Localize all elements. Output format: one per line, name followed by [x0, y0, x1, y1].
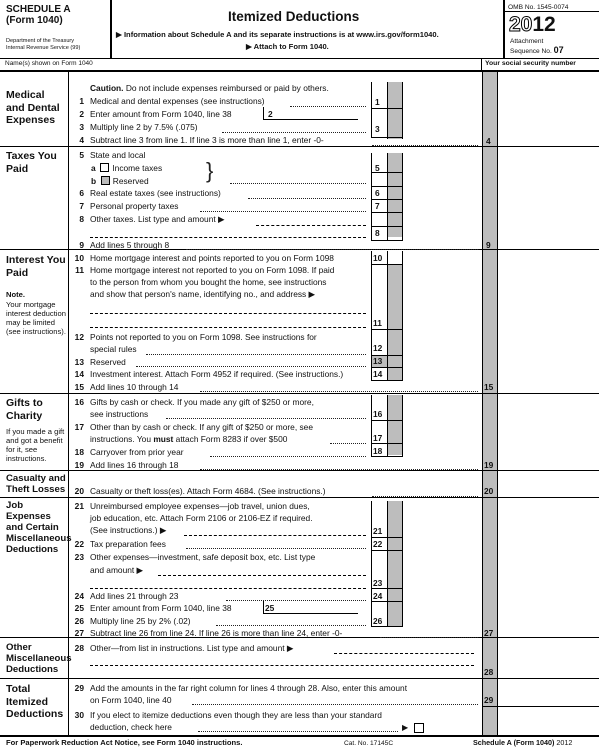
- arrow-icon: ▶: [402, 723, 409, 732]
- line-4-amount[interactable]: [498, 134, 596, 146]
- line-8-amount[interactable]: [374, 227, 386, 239]
- line-number: 18: [74, 447, 84, 457]
- box-label: 11: [373, 318, 382, 328]
- line-18-amount[interactable]: [388, 445, 401, 456]
- line-16-text-b: see instructions: [90, 409, 149, 419]
- box-label: 19: [484, 460, 494, 470]
- form-title: Itemized Deductions: [228, 9, 360, 24]
- box-label: 12: [373, 343, 383, 353]
- line-number: 27: [74, 628, 84, 638]
- line-number: 9: [79, 240, 84, 250]
- line-number: 25: [74, 603, 84, 613]
- box-label: 22: [373, 539, 383, 549]
- name-label: Name(s) shown on Form 1040: [5, 60, 93, 67]
- line-17-amount[interactable]: [388, 432, 401, 443]
- line-number: 1: [79, 96, 84, 106]
- income-taxes-checkbox[interactable]: [100, 163, 109, 172]
- attachment-label: Attachment: [510, 38, 544, 45]
- line-25-amount[interactable]: [279, 602, 357, 613]
- line-16-amount[interactable]: [388, 408, 401, 419]
- line-8-list-field[interactable]: [256, 225, 366, 226]
- sequence-label: Sequence No. 07: [510, 45, 564, 55]
- line-26-amount[interactable]: [388, 615, 401, 626]
- box-label: 8: [375, 228, 380, 238]
- line-26-text: Multiply line 25 by 2% (.02): [90, 616, 191, 626]
- line-19-amount[interactable]: [498, 459, 596, 470]
- line-number: 17: [74, 422, 84, 432]
- box-label: 29: [484, 695, 494, 705]
- line-number: 8: [79, 214, 84, 224]
- line-number: 24: [74, 591, 84, 601]
- line-2-amount[interactable]: [278, 108, 356, 119]
- line-19-text: Add lines 16 through 18: [90, 460, 179, 470]
- line-number: 14: [74, 369, 84, 379]
- line-1-text: Medical and dental expenses (see instructions): [90, 96, 265, 106]
- section-other: Other Miscellaneous Deductions: [6, 642, 72, 675]
- line-number: 15: [74, 382, 84, 392]
- line-number: 29: [74, 683, 84, 693]
- line-11-text-b: to the person from whom you bought the home, see instructions: [90, 277, 327, 287]
- box-label: 10: [373, 253, 383, 263]
- line-11-text-c: and show that person's name, identifying no., and address ▶: [90, 289, 315, 299]
- irs-label: Internal Revenue Service (99): [6, 45, 81, 51]
- footer-form-id: Schedule A (Form 1040) 2012: [473, 738, 573, 747]
- line-21-text-b: job education, etc. Attach Form 2106 or 2106-EZ if required.: [90, 513, 313, 523]
- box-label: 6: [375, 188, 380, 198]
- box-label: 16: [373, 409, 383, 419]
- line-6-amount[interactable]: [374, 187, 386, 198]
- tax-year: 2012: [509, 13, 556, 36]
- line-5b: b Reserved: [91, 176, 149, 186]
- itemize-election-checkbox[interactable]: [414, 723, 424, 733]
- line-number: 28: [74, 643, 84, 653]
- line-number: 21: [74, 501, 84, 511]
- line-2-text: Enter amount from Form 1040, line 38: [90, 109, 232, 119]
- line-5a: a Income taxes: [91, 163, 163, 173]
- line-27-text: Subtract line 26 from line 24. If line 26 is more than line 24, enter -0-: [90, 628, 343, 638]
- line-5-amount[interactable]: [374, 154, 386, 171]
- line-1-amount[interactable]: [374, 96, 386, 107]
- line-8-text: Other taxes. List type and amount ▶: [90, 214, 225, 224]
- section-taxes: Taxes You Paid: [6, 150, 57, 175]
- line-9-text: Add lines 5 through 8: [90, 240, 170, 250]
- line-30-text-a: If you elect to itemize deductions even though they are less than your standard: [90, 710, 382, 720]
- line-8-list-field-2[interactable]: [90, 237, 366, 238]
- line-15-text: Add lines 10 through 14: [90, 382, 179, 392]
- line-7-text: Personal property taxes: [90, 201, 179, 211]
- line-17-text-a: Other than by cash or check. If any gift of $250 or more, see: [90, 422, 313, 432]
- info-line: ▶ Information about Schedule A and its separate instructions is at www.irs.gov/form1040.: [116, 30, 439, 39]
- line-10-text: Home mortgage interest and points reported to you on Form 1098: [90, 253, 334, 263]
- line-28-list-field-2[interactable]: [90, 665, 474, 666]
- line-27-amount[interactable]: [498, 626, 596, 637]
- line-21-text-c: (See instructions.) ▶: [90, 525, 167, 535]
- line-number: 16: [74, 397, 84, 407]
- box-label: 20: [484, 486, 494, 496]
- line-23-list-field-2[interactable]: [90, 588, 366, 589]
- line-23-amount[interactable]: [388, 577, 401, 588]
- box-label: 14: [373, 369, 383, 379]
- section-medical: Medical and Dental Expenses: [6, 89, 60, 126]
- line-5-text: State and local: [90, 150, 146, 160]
- line-number: 7: [79, 201, 84, 211]
- ssn-label: Your social security number: [485, 60, 576, 67]
- line-number: 4: [79, 135, 84, 145]
- line-number: 19: [74, 460, 84, 470]
- line-10-amount[interactable]: [388, 252, 401, 263]
- box-label: 18: [373, 446, 383, 456]
- line-23-text-a: Other expenses—investment, safe deposit box, etc. List type: [90, 552, 316, 562]
- box-label: 13: [373, 356, 383, 366]
- name-field[interactable]: [4, 61, 474, 70]
- line-20-amount[interactable]: [498, 484, 596, 496]
- line-24-amount[interactable]: [388, 590, 401, 601]
- section-jobs: Job Expenses and Certain Miscellaneous Deductions: [6, 500, 72, 555]
- box-label: 28: [484, 667, 494, 677]
- omb-number: OMB No. 1545-0074: [508, 4, 569, 11]
- line-21-amount[interactable]: [388, 525, 401, 536]
- line-3-amount[interactable]: [374, 123, 386, 135]
- line-22-amount[interactable]: [388, 538, 401, 549]
- box-label: 2: [268, 109, 273, 119]
- line-9-amount[interactable]: [498, 238, 596, 249]
- box-label: 7: [375, 201, 380, 211]
- line-21-list-field[interactable]: [184, 535, 366, 536]
- brace-icon: }: [206, 158, 214, 183]
- line-number: 23: [74, 552, 84, 562]
- line-13-text: Reserved: [90, 357, 126, 367]
- line-14-amount[interactable]: [388, 368, 401, 379]
- line-30-text-b: deduction, check here: [90, 722, 172, 732]
- line-29-text-b: on Form 1040, line 40: [90, 695, 172, 705]
- line-number: 30: [74, 710, 84, 720]
- line-4-text: Subtract line 3 from line 1. If line 3 is more than line 1, enter -0-: [90, 135, 324, 145]
- form-number: (Form 1040): [6, 15, 63, 26]
- line-number: 10: [74, 253, 84, 263]
- catalog-number: Cat. No. 17145C: [344, 740, 394, 747]
- line-17-text-b: instructions. You must attach Form 8283 if over $500: [90, 434, 288, 444]
- interest-note-title: Note.: [6, 290, 25, 299]
- line-28-list-field[interactable]: [334, 653, 474, 654]
- line-number: 22: [74, 539, 84, 549]
- section-casualty: Casualty and Theft Losses: [6, 473, 66, 495]
- line-16-text-a: Gifts by cash or check. If you made any gift of $250 or more,: [90, 397, 314, 407]
- box-label: 15: [484, 382, 494, 392]
- box-label: 21: [373, 526, 383, 536]
- line-12-text-b: special rules: [90, 344, 137, 354]
- line-28-text: Other—from list in instructions. List type and amount ▶: [90, 643, 294, 653]
- line-12-text-a: Points not reported to you on Form 1098. See instructions for: [90, 332, 317, 342]
- line-25-text: Enter amount from Form 1040, line 38: [90, 603, 232, 613]
- schedule-title: SCHEDULE A: [6, 4, 71, 15]
- box-label: 1: [375, 97, 380, 107]
- ssn-field[interactable]: [483, 68, 593, 70]
- box-label: 9: [486, 240, 491, 250]
- line-number: 6: [79, 188, 84, 198]
- line-18-text: Carryover from prior year: [90, 447, 184, 457]
- line-14-text: Investment interest. Attach Form 4952 if required. (See instructions.): [90, 369, 344, 379]
- line-number: 3: [79, 122, 84, 132]
- section-total: Total Itemized Deductions: [6, 683, 64, 720]
- box-label: 17: [373, 433, 383, 443]
- line-11-text-a: Home mortgage interest not reported to you on Form 1098. If paid: [90, 265, 335, 275]
- box-label: 24: [373, 591, 383, 601]
- line-number: 12: [74, 332, 84, 342]
- line-29-amount[interactable]: [498, 693, 596, 705]
- section-gifts: Gifts to Charity: [6, 397, 43, 422]
- line-11-name-field[interactable]: [90, 313, 366, 314]
- line-number: 11: [75, 265, 84, 275]
- line-28-amount[interactable]: [498, 665, 596, 677]
- box-label: 25: [265, 603, 275, 613]
- line-3-text: Multiply line 2 by 7.5% (.075): [90, 122, 198, 132]
- line-29-text-a: Add the amounts in the far right column for lines 4 through 28. Also, enter this amount: [90, 683, 408, 693]
- section-interest: Interest You Paid: [6, 254, 66, 279]
- gifts-note: If you made a gift and got a benefit for it, see instructions.: [6, 427, 65, 463]
- box-label: 3: [375, 124, 380, 134]
- department-label: Department of the Treasury: [6, 38, 75, 44]
- line-24-text: Add lines 21 through 23: [90, 591, 179, 601]
- line-23-list-field[interactable]: [158, 575, 366, 576]
- attach-line: ▶ Attach to Form 1040.: [246, 42, 329, 51]
- line-7-amount[interactable]: [374, 200, 386, 211]
- line-11-address-field[interactable]: [90, 327, 366, 328]
- box-label: 26: [373, 616, 383, 626]
- caution-text: Caution. Do not include expenses reimbursed or paid by others.: [90, 83, 329, 93]
- line-22-text: Tax preparation fees: [90, 539, 166, 549]
- line-number: 26: [74, 616, 84, 626]
- line-6-text: Real estate taxes (see instructions): [90, 188, 221, 198]
- line-15-amount[interactable]: [498, 381, 596, 392]
- line-23-text-b: and amount ▶: [90, 565, 144, 575]
- line-11-amount[interactable]: [388, 317, 401, 328]
- box-label: 23: [373, 578, 383, 588]
- line-number: 2: [79, 109, 84, 119]
- box-label: 5: [375, 163, 380, 173]
- line-21-text-a: Unreimbursed employee expenses—job travel, union dues,: [90, 501, 310, 511]
- line-12-amount[interactable]: [388, 342, 401, 354]
- box-label: 27: [484, 628, 494, 638]
- reserved-checkbox[interactable]: [101, 176, 110, 185]
- box-label: 4: [486, 136, 491, 146]
- line-number: 13: [74, 357, 84, 367]
- line-number: 5: [79, 150, 84, 160]
- footer-notice: For Paperwork Reduction Act Notice, see Form 1040 instructions.: [6, 738, 243, 747]
- line-number: 20: [74, 486, 84, 496]
- interest-note: Your mortgage interest deduction may be limited (see instructions).: [6, 300, 66, 336]
- line-20-text: Casualty or theft loss(es). Attach Form 4684. (See instructions.): [90, 486, 326, 496]
